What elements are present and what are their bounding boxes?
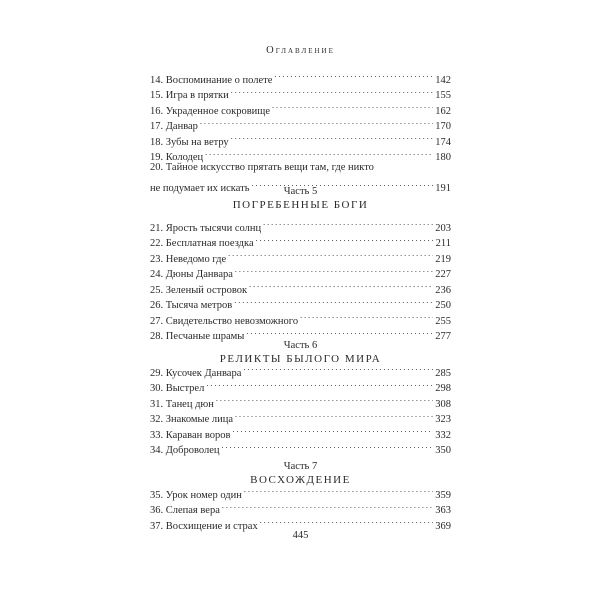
toc-entry-title: 23. Неведомо где <box>150 253 227 265</box>
dot-leader <box>274 67 433 83</box>
toc-entry-title: 32. Знакомые лица <box>150 414 234 425</box>
dot-leader <box>200 114 433 130</box>
dot-leader <box>244 482 433 498</box>
part-heading-5 <box>150 185 451 213</box>
part-title: ВОСХОЖДЕНИЕ <box>250 474 351 486</box>
toc-entry-title: 29. Кусочек Данвара <box>150 367 242 379</box>
toc-entry-page: 155 <box>435 90 451 101</box>
toc-entry-title: 21. Ярость тысячи солнц <box>150 222 262 234</box>
toc-entry-page: 191 <box>435 183 451 194</box>
toc-entry-title: 31. Танец дюн <box>150 398 214 410</box>
toc-entry-title: 15. Игра в прятки <box>150 90 229 101</box>
toc-entry-page: 170 <box>435 121 451 132</box>
toc-entry-title: 19. Колодец <box>150 152 204 163</box>
toc-entry-title: 30. Выстрел <box>150 383 205 394</box>
toc-entry-page: 369 <box>435 520 451 532</box>
part-title: РЕЛИКТЫ БЫЛОГО МИРА <box>219 353 382 365</box>
dot-leader <box>249 277 433 293</box>
toc-entry-title: 16. Украденное сокровище <box>150 105 271 117</box>
toc-entry-title: 18. Зубы на ветру <box>150 136 229 148</box>
toc-entry-page: 255 <box>435 315 451 327</box>
toc-entry-page: 162 <box>435 105 451 117</box>
toc-entry-title: 17. Данвар <box>150 121 198 132</box>
dot-leader <box>235 262 433 278</box>
dot-leader <box>231 129 434 145</box>
toc-entry-line1 <box>150 160 451 176</box>
toc-entry-page: 203 <box>435 222 451 234</box>
dot-leader <box>222 438 434 454</box>
dot-leader <box>243 360 433 376</box>
toc-entry-page: 298 <box>435 383 451 394</box>
part-number: Часть 7 <box>283 461 318 472</box>
toc-entry <box>150 482 451 501</box>
toc-entry-page: 219 <box>435 253 451 265</box>
part-number: Часть 6 <box>283 340 318 351</box>
toc-group-part6 <box>150 360 451 456</box>
toc-entry-page: 142 <box>435 74 451 86</box>
dot-leader <box>272 98 433 114</box>
toc-entry-page: 236 <box>435 284 451 296</box>
toc-entry-title: 24. Дюны Данвара <box>150 269 233 280</box>
toc-entry-page: 277 <box>435 331 451 342</box>
toc-entry-page: 174 <box>435 136 451 148</box>
page-number: 445 <box>292 530 309 541</box>
dot-leader <box>234 293 433 309</box>
toc-entry-title: 27. Свидетельство невозможного <box>150 315 299 327</box>
toc-entry-title: 36. Слепая вера <box>150 505 220 516</box>
dot-leader <box>256 231 434 247</box>
toc-entry-page: 363 <box>435 505 451 516</box>
toc-entry-title: 35. Урок номер один <box>150 489 242 501</box>
dot-leader <box>216 391 433 407</box>
toc-entry-page: 323 <box>435 414 451 425</box>
toc-entry-title: 26. Тысяча метров <box>150 300 233 311</box>
toc-entry-title: 28. Песчаные шрамы <box>150 331 245 342</box>
toc-entry-title: 14. Воспоминание о полете <box>150 74 273 86</box>
toc-entry-page: 211 <box>435 238 451 249</box>
dot-leader <box>300 308 433 324</box>
dot-leader <box>233 422 434 438</box>
dot-leader <box>246 324 433 340</box>
toc-entry-page: 250 <box>435 300 451 311</box>
toc-entry-page: 285 <box>435 367 451 379</box>
toc-group-part5 <box>150 215 451 342</box>
dot-leader <box>205 145 433 161</box>
toc-entry-title: 25. Зеленый островок <box>150 284 248 296</box>
toc-entry-page: 359 <box>435 489 451 501</box>
toc-page <box>150 0 451 600</box>
toc-entry <box>150 360 451 379</box>
dot-leader <box>260 513 434 529</box>
toc-group-part7 <box>150 482 451 532</box>
running-head: Оглавление <box>266 45 335 56</box>
dot-leader <box>231 83 433 99</box>
dot-leader <box>235 407 433 423</box>
dot-leader <box>263 215 433 231</box>
dot-leader <box>206 376 433 392</box>
part-title: ПОГРЕБЕННЫЕ БОГИ <box>232 199 369 211</box>
toc-entry-page: 332 <box>435 429 451 441</box>
toc-entry-title: 37. Восхищение и страх <box>150 520 258 532</box>
toc-entry-title: 34. Доброволец <box>150 445 220 456</box>
dot-leader <box>228 246 433 262</box>
toc-entry-page: 350 <box>435 445 451 456</box>
toc-entry-title-line1: 20. Тайное искусство прятать вещи там, где никто <box>150 162 374 173</box>
toc-entry-title: 33. Караван воров <box>150 429 231 441</box>
toc-entry <box>150 215 451 234</box>
dot-leader <box>222 498 433 514</box>
toc-entry-page: 308 <box>435 398 451 410</box>
toc-entry <box>150 67 451 86</box>
toc-entry-title: 22. Бесплатная поездка <box>150 238 254 249</box>
part-number: Часть 5 <box>283 186 318 197</box>
toc-entry-page: 227 <box>435 269 451 280</box>
toc-entry-title: не подумает их искать <box>150 183 250 194</box>
toc-entry-page: 180 <box>435 152 451 163</box>
